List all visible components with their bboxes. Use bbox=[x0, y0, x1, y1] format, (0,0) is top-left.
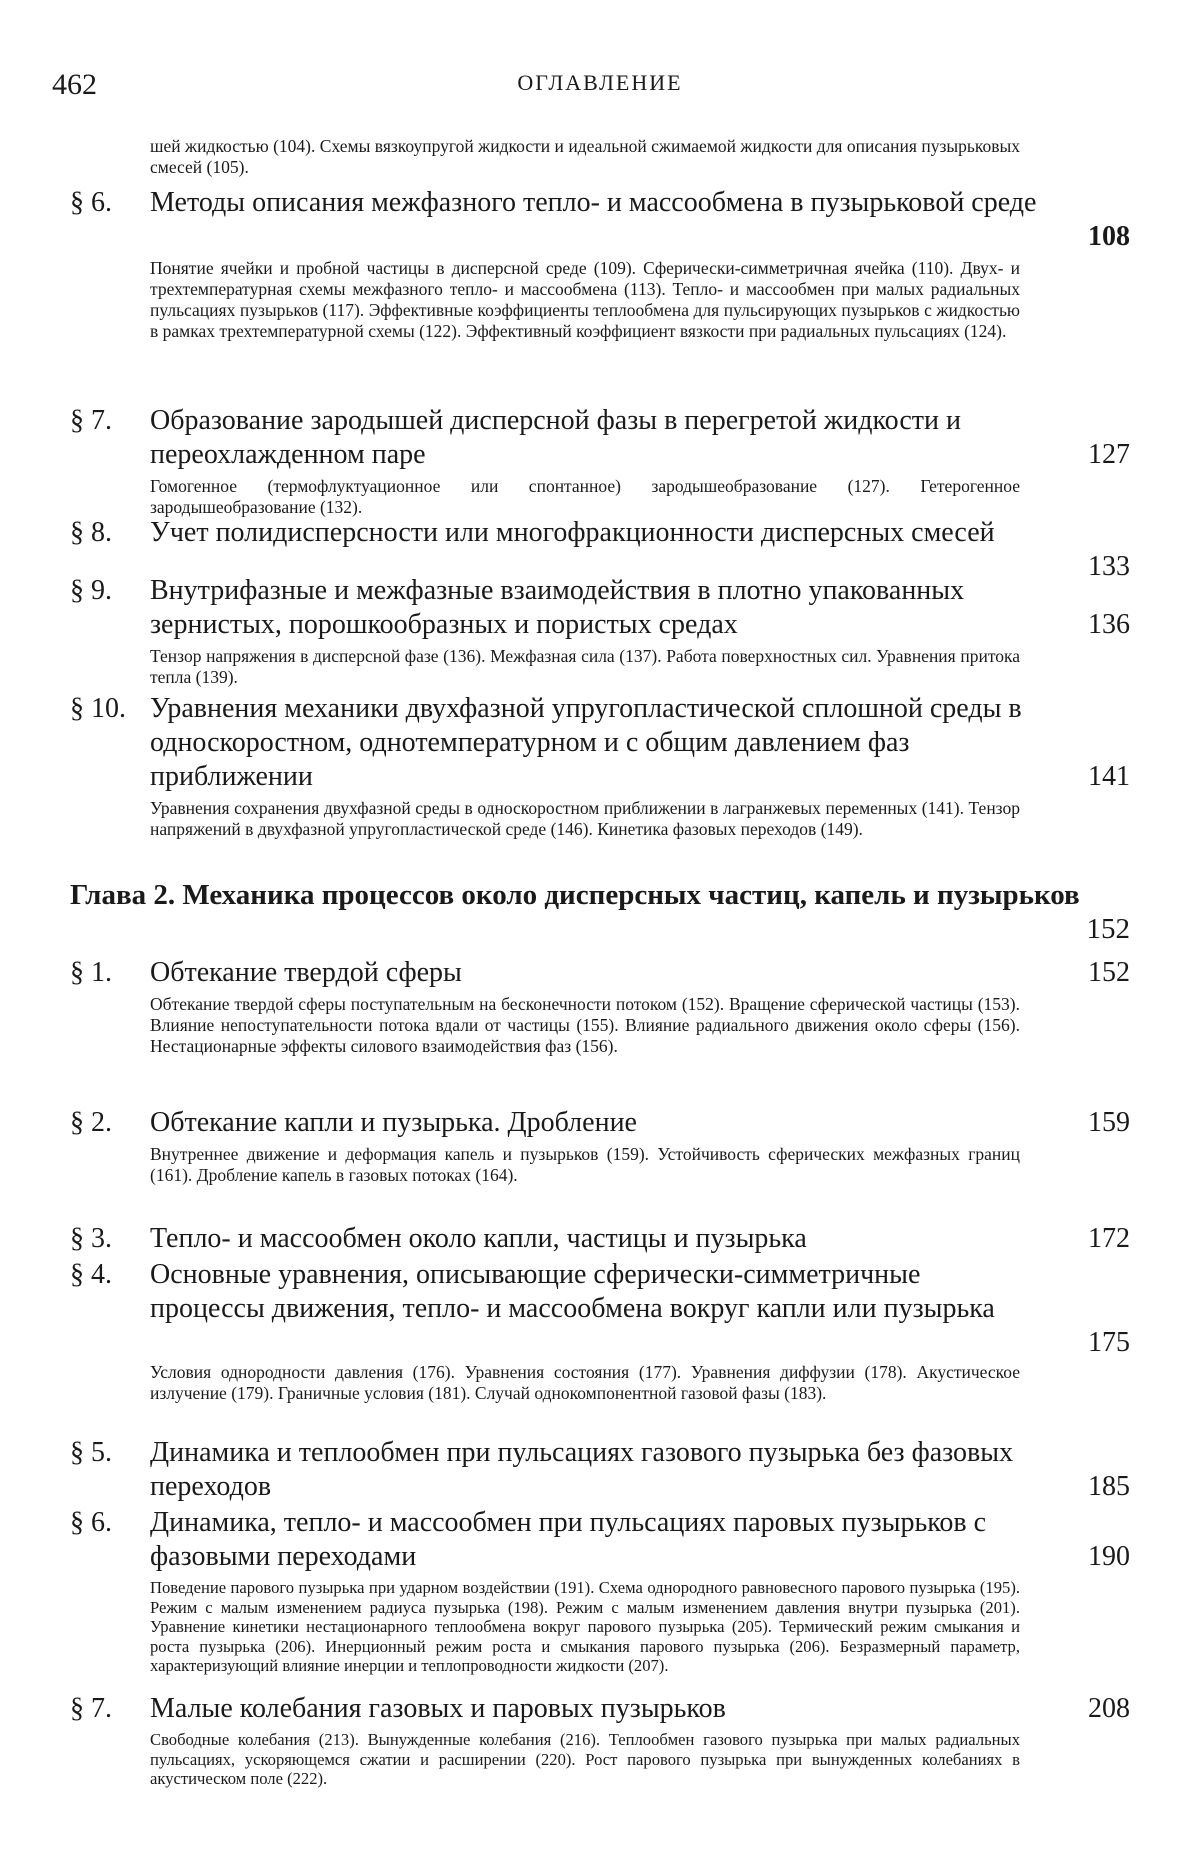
section-page: 136 bbox=[1088, 609, 1130, 640]
section-title: Методы описания межфазного тепло- и массообмена в пузырьковой среде bbox=[150, 187, 1037, 218]
section-title: Малые колебания газовых и паровых пузырьков bbox=[150, 1693, 726, 1724]
section-page: 185 bbox=[1088, 1471, 1130, 1502]
section-mark: § 8. bbox=[70, 517, 112, 548]
section-title: Обтекание капли и пузырька. Дробление bbox=[150, 1107, 637, 1138]
section-mark: § 7. bbox=[70, 405, 112, 436]
continuation-text: шей жидкостью (104). Схемы вязкоупругой жидкости и идеальной сжимаемой жидкости для описания пузырьковых смесей (105). bbox=[150, 136, 1020, 177]
section-title: Динамика и теплообмен при пульсациях газового пузырька без фазовых переходов bbox=[150, 1437, 1014, 1502]
section-mark: § 2. bbox=[70, 1107, 112, 1138]
section-page: 133 bbox=[1088, 551, 1130, 582]
section-mark: § 5. bbox=[70, 1437, 112, 1468]
section-page: 141 bbox=[1088, 761, 1130, 792]
section-subtopics: Тензор напряжения в дисперсной фазе (136). Межфазная сила (137). Работа поверхностных сил. Уравнения притока тепла (139). bbox=[150, 646, 1020, 687]
section-subtopics: Поведение парового пузырька при ударном воздействии (191). Схема однородного равновесного парового пузырька (195). Режим с малым изменением радиуса пузырька (198). Режим с малым изменением давления внутри пузырька (201). Уравнение кинетики нестационарного теплообмена вокруг парового пузырька (205). Термический режим смыкания и роста пузырька (206). Инерционный режим роста и смыкания парового пузырька (206). Безразмерный параметр, характеризующий влияние инерции и теплопроводности жидкости (207). bbox=[150, 1578, 1020, 1675]
section-mark: § 10. bbox=[70, 693, 126, 724]
section-subtopics: Свободные колебания (213). Вынужденные колебания (216). Теплообмен газового пузырька при малых радиальных пульсациях, ускоряющемся сжатии и расширении (220). Рост парового пузырька при вынужденных колебаниях в акустическом поле (222). bbox=[150, 1730, 1020, 1788]
section-title: Внутрифазные и межфазные взаимодействия в плотно упакованных зернистых, порошкообразных и пористых средах bbox=[150, 575, 965, 640]
section-mark: § 6. bbox=[70, 1507, 112, 1538]
chapter-page: 152 bbox=[1086, 913, 1130, 945]
section-title: Обтекание твердой сферы bbox=[150, 957, 462, 988]
section-title: Тепло- и массообмен около капли, частицы и пузырька bbox=[150, 1223, 807, 1254]
section-page: 159 bbox=[1088, 1107, 1130, 1138]
page-number: 462 bbox=[52, 68, 97, 101]
section-page: 152 bbox=[1088, 957, 1130, 988]
section-subtopics: Обтекание твердой сферы поступательным на бесконечности потоком (152). Вращение сферической частицы (153). Влияние непоступательности потока вдали от частицы (155). Влияние радиального движения около сферы (156). Нестационарные эффекты силового взаимодействия фаз (156). bbox=[150, 994, 1020, 1056]
section-subtopics: Понятие ячейки и пробной частицы в дисперсной среде (109). Сферически-симметричная ячейка (110). Двух- и трехтемпературная схемы межфазного тепло- и массообмена (113). Тепло- и массообмен при малых радиальных пульсациях пузырьков (117). Эффективные коэффициенты теплообмена для пульсирующих пузырьков с жидкостью в рамках трехтемпературной схемы (122). Эффективный коэффициент вязкости при радиальных пульсациях (124). bbox=[150, 258, 1020, 341]
section-subtopics: Гомогенное (термофлуктуационное или спонтанное) зародышеобразование (127). Гетерогенное зародышеобразование (132). bbox=[150, 476, 1020, 517]
chapter-label: Глава 2. bbox=[70, 879, 176, 911]
section-page: 175 bbox=[1088, 1327, 1130, 1358]
section-page: 108 bbox=[1088, 221, 1130, 252]
section-title: Уравнения механики двухфазной упругопластической сплошной среды в односкоростном, однотемпературном и с общим давлением фаз приближении bbox=[150, 693, 1022, 792]
section-mark: § 6. bbox=[70, 187, 112, 218]
section-title: Учет полидисперсности или многофракционности дисперсных смесей bbox=[150, 517, 995, 548]
section-title: Образование зародышей дисперсной фазы в перегретой жидкости и переохлажденном паре bbox=[150, 405, 962, 470]
section-page: 208 bbox=[1088, 1693, 1130, 1724]
section-page: 190 bbox=[1088, 1541, 1130, 1572]
section-mark: § 3. bbox=[70, 1223, 112, 1254]
section-subtopics: Условия однородности давления (176). Уравнения состояния (177). Уравнения диффузии (178). Акустическое излучение (179). Граничные условия (181). Случай однокомпонентной газовой фазы (183). bbox=[150, 1362, 1020, 1403]
section-title: Основные уравнения, описывающие сферически-симметричные процессы движения, тепло- и массообмена вокруг капли или пузырька bbox=[150, 1259, 995, 1324]
section-mark: § 9. bbox=[70, 575, 112, 606]
section-mark: § 7. bbox=[70, 1693, 112, 1724]
section-page: 127 bbox=[1088, 439, 1130, 470]
section-title: Динамика, тепло- и массообмен при пульсациях паровых пузырьков с фазовыми переходами bbox=[150, 1507, 987, 1572]
chapter-heading bbox=[70, 878, 1130, 945]
section-mark: § 4. bbox=[70, 1259, 112, 1290]
section-mark: § 1. bbox=[70, 957, 112, 988]
section-subtopics: Внутреннее движение и деформация капель и пузырьков (159). Устойчивость сферических межфазных границ (161). Дробление капель в газовых потоках (164). bbox=[150, 1144, 1020, 1185]
toc-entry bbox=[70, 186, 1130, 258]
chapter-title: Механика процессов около дисперсных частиц, капель и пузырьков bbox=[182, 879, 1080, 911]
running-header: ОГЛАВЛЕНИЕ bbox=[517, 70, 683, 95]
section-page: 172 bbox=[1088, 1223, 1130, 1254]
section-subtopics: Уравнения сохранения двухфазной среды в односкоростном приближении в лагранжевых переменных (141). Тензор напряжений в двухфазной упругопластической среде (146). Кинетика фазовых переходов (149). bbox=[150, 798, 1020, 839]
